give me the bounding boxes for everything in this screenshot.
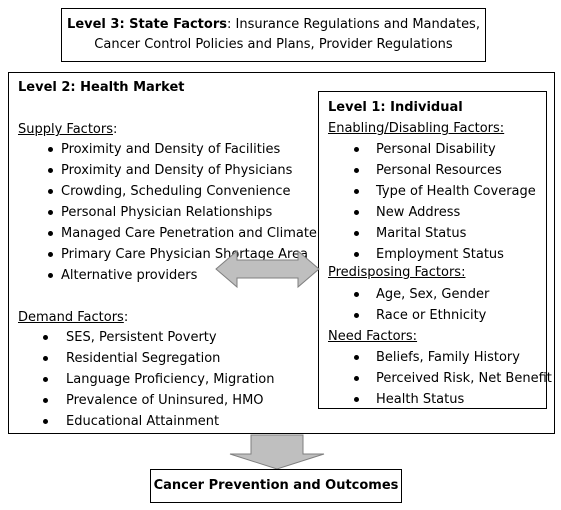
enabling-factors-heading: Enabling/Disabling Factors: (328, 121, 505, 136)
list-item-text: Managed Care Penetration and Climate (61, 226, 317, 241)
list-item-text: Proximity and Density of Facilities (61, 142, 281, 157)
list-item-text: Beliefs, Family History (376, 350, 520, 365)
list-item-text: Perceived Risk, Net Benefit (376, 371, 552, 386)
outcome-box (150, 469, 402, 503)
list-item-text: Marital Status (376, 226, 467, 241)
list-item-text: Language Proficiency, Migration (66, 372, 275, 387)
level2-heading: Level 2: Health Market (18, 80, 185, 95)
down-arrow-shape (230, 435, 324, 469)
demand-factors-colon: : (123, 310, 129, 325)
level3-heading: Level 3: State Factors (67, 17, 227, 32)
list-item-text: Age, Sex, Gender (376, 287, 490, 302)
level3-text: Insurance Regulations and Mandates, Cancer Control Policies and Plans, Provider Regulations (94, 17, 480, 52)
double-arrow-shape (216, 251, 319, 287)
list-item-text: Alternative providers (61, 268, 198, 283)
supply-factors-colon: : (113, 122, 118, 137)
list-item-text: Personal Physician Relationships (61, 205, 273, 220)
list-item-text: Primary Care Physician Shortage Area (61, 247, 309, 262)
list-item-text: Personal Resources (376, 163, 502, 178)
supply-factors-heading-label: Supply Factors (18, 122, 113, 137)
predisposing-factors-heading: Predisposing Factors: (328, 265, 466, 280)
need-factors-heading: Need Factors: (328, 329, 418, 344)
outcome-text: Cancer Prevention and Outcomes (153, 478, 399, 493)
list-item-text: Employment Status (376, 247, 504, 262)
list-item-text: Type of Health Coverage (376, 184, 536, 199)
list-item-text: Crowding, Scheduling Convenience (61, 184, 291, 199)
list-item-text: Race or Ethnicity (376, 308, 487, 323)
list-item-text: SES, Persistent Poverty (66, 330, 217, 345)
list-item-text: Prevalence of Uninsured, HMO (66, 393, 264, 408)
demand-factors-heading-label: Demand Factors (18, 310, 124, 325)
level3-colon: : (226, 17, 236, 32)
list-item-text: Educational Attainment (66, 414, 220, 429)
list-item-text: New Address (376, 205, 461, 220)
level1-heading: Level 1: Individual (328, 100, 463, 115)
list-item-text: Residential Segregation (66, 351, 221, 366)
list-item-text: Health Status (376, 392, 465, 407)
list-item-text: Personal Disability (376, 142, 496, 157)
list-item-text: Proximity and Density of Physicians (61, 163, 293, 178)
